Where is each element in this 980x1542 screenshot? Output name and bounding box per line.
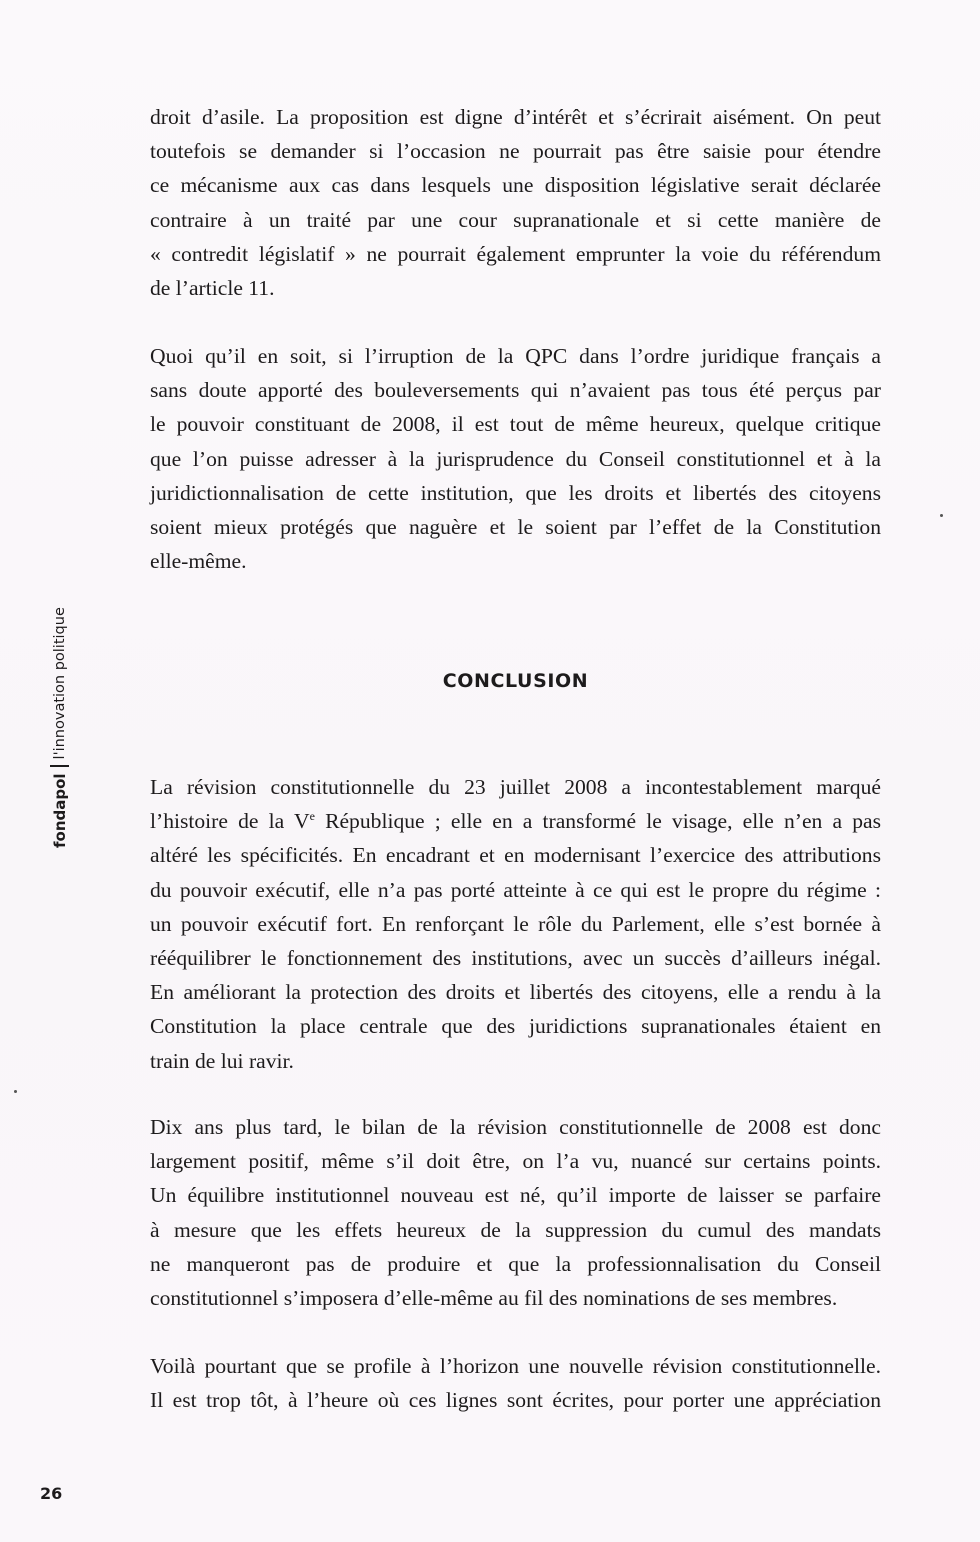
text-fragment: République ; elle en a transformé le visage, elle n’en a pas bbox=[314, 809, 882, 834]
text-line: largement positif, même s’il doit être, on l’a vu, nuancé sur certains points. bbox=[150, 1149, 881, 1174]
text-line: « contredit législatif » ne pourrait également emprunter la voie du référendum bbox=[150, 241, 881, 266]
text-line: sans doute apporté des bouleversements qui n’avaient pas tous été perçus par bbox=[150, 378, 881, 403]
text-line: du pouvoir exécutif, elle n’a pas porté atteinte à ce qui est le propre du régime : bbox=[150, 877, 881, 902]
paragraph-nouvelle-revision bbox=[150, 1349, 881, 1417]
text-line: un pouvoir exécutif fort. En renforçant le rôle du Parlement, elle s’est bornée à bbox=[150, 911, 881, 936]
text-line: toutefois se demander si l’occasion ne pourrait pas être saisie pour étendre bbox=[150, 139, 881, 164]
text-line: En améliorant la protection des droits et libertés des citoyens, elle a rendu à la bbox=[150, 980, 881, 1005]
paragraph-revision bbox=[150, 770, 881, 1078]
text-line: Il est trop tôt, à l’heure où ces lignes sont écrites, pour porter une appréciation bbox=[150, 1388, 881, 1413]
text-line: Voilà pourtant que se profile à l’horizon une nouvelle révision constitutionnelle. bbox=[150, 1354, 881, 1378]
text-line: que l’on puisse adresser à la jurisprudence du Conseil constitutionnel et à la bbox=[150, 446, 881, 471]
text-line: constitutionnel s’imposera d’elle-même au fil des nominations de ses membres. bbox=[150, 1286, 838, 1311]
publisher-brand: fondapol bbox=[50, 773, 69, 848]
text-line: Quoi qu’il en soit, si l’irruption de la QPC dans l’ordre juridique français a bbox=[150, 344, 881, 368]
text-line: droit d’asile. La proposition est digne d’intérêt et s’écrirait aisément. On peut bbox=[150, 105, 881, 129]
text-line: juridictionnalisation de cette institution, que les droits et libertés des citoyens bbox=[150, 480, 881, 505]
text-line: altéré les spécificités. En encadrant et en modernisant l’exercice des attributions bbox=[150, 843, 881, 868]
paragraph-droit-asile bbox=[150, 100, 881, 305]
text-line: ne manqueront pas de produire et que la professionnalisation du Conseil bbox=[150, 1251, 881, 1276]
text-line: Un équilibre institutionnel nouveau est né, qu’il importe de laisser se parfaire bbox=[150, 1183, 881, 1208]
separator-bar bbox=[50, 765, 69, 767]
text-line: ce mécanisme aux cas dans lesquels une disposition législative serait déclarée bbox=[150, 173, 881, 198]
text-line: elle-même. bbox=[150, 549, 247, 574]
section-heading: CONCLUSION bbox=[442, 670, 589, 692]
paragraph-bilan bbox=[150, 1110, 881, 1315]
text-line: train de lui ravir. bbox=[150, 1048, 294, 1073]
text-line: rééquilibrer le fonctionnement des institutions, avec un succès d’ailleurs inégal. bbox=[150, 946, 881, 971]
text-line: Constitution la place centrale que des juridictions supranationales étaient en bbox=[150, 1014, 881, 1039]
text-line: Dix ans plus tard, le bilan de la révision constitutionnelle de 2008 est donc bbox=[150, 1115, 881, 1139]
page-number: 26 bbox=[40, 1484, 63, 1503]
scan-speck bbox=[14, 1090, 17, 1093]
scan-speck bbox=[940, 514, 943, 517]
text-line: le pouvoir constituant de 2008, il est tout de même heureux, quelque critique bbox=[150, 412, 881, 437]
text-line: La révision constitutionnelle du 23 juillet 2008 a incontestablement marqué bbox=[150, 775, 881, 799]
text-fragment: l’histoire de la V bbox=[150, 809, 310, 834]
text-line: de l’article 11. bbox=[150, 276, 275, 301]
text-line: soient mieux protégés que naguère et le soient par l’effet de la Constitution bbox=[150, 515, 881, 540]
text-line: à mesure que les effets heureux de la suppression du cumul des mandats bbox=[150, 1217, 881, 1242]
paragraph-qpc bbox=[150, 339, 881, 578]
text-line: contraire à un traité par une cour supranationale et si cette manière de bbox=[150, 207, 881, 232]
publisher-tagline: l'innovation politique bbox=[51, 607, 68, 760]
superscript: e bbox=[309, 809, 315, 824]
text-line bbox=[150, 804, 881, 838]
sidebar-running-head bbox=[30, 586, 70, 848]
